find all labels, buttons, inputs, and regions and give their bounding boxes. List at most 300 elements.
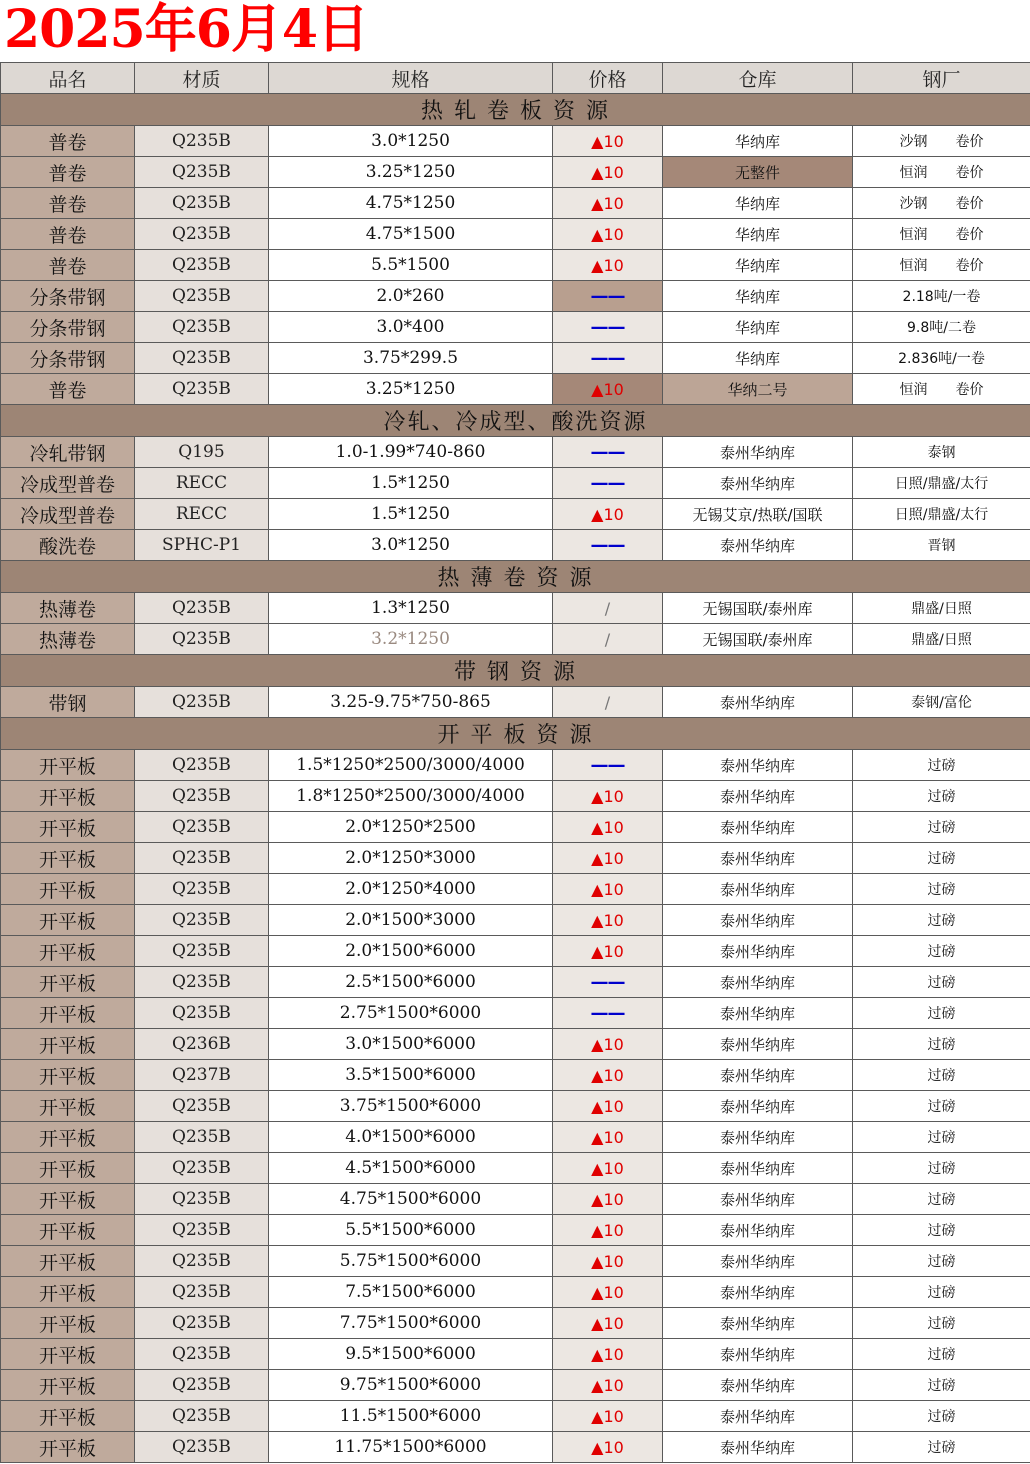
mill-cell: 过磅 bbox=[853, 998, 1030, 1029]
mill-cell: 过磅 bbox=[853, 1153, 1030, 1184]
price-change-cell bbox=[553, 1277, 663, 1308]
price-up-indicator: ▲10 bbox=[591, 1034, 624, 1054]
price-change-cell bbox=[553, 593, 663, 624]
warehouse-cell: 泰州华纳库 bbox=[663, 1339, 853, 1370]
spec-cell: 3.0*1250 bbox=[269, 530, 553, 561]
price-change-cell bbox=[553, 967, 663, 998]
spec-cell: 5.5*1500 bbox=[269, 250, 553, 281]
table-row bbox=[1, 281, 1030, 312]
spec-cell: 2.0*1250*3000 bbox=[269, 843, 553, 874]
product-name-cell: 开平板 bbox=[1, 967, 135, 998]
price-flat-indicator: —— bbox=[590, 316, 625, 338]
product-name-cell: 开平板 bbox=[1, 1401, 135, 1432]
warehouse-cell: 华纳库 bbox=[663, 188, 853, 219]
price-change-cell bbox=[553, 374, 663, 405]
warehouse-cell: 泰州华纳库 bbox=[663, 936, 853, 967]
price-up-indicator: ▲10 bbox=[591, 941, 624, 961]
material-cell: Q235B bbox=[135, 1308, 269, 1339]
mill-cell: 过磅 bbox=[853, 1339, 1030, 1370]
material-cell: Q235B bbox=[135, 281, 269, 312]
spec-cell: 5.75*1500*6000 bbox=[269, 1246, 553, 1277]
product-name-cell: 开平板 bbox=[1, 1308, 135, 1339]
material-cell: Q235B bbox=[135, 936, 269, 967]
mill-cell: 过磅 bbox=[853, 812, 1030, 843]
product-name-cell: 冷成型普卷 bbox=[1, 499, 135, 530]
spec-cell: 3.5*1500*6000 bbox=[269, 1060, 553, 1091]
price-change-cell bbox=[553, 281, 663, 312]
mill-cell: 9.8吨/二卷 bbox=[853, 312, 1030, 343]
price-up-indicator: ▲10 bbox=[591, 1127, 624, 1147]
price-up-indicator: ▲10 bbox=[591, 1251, 624, 1271]
product-name-cell: 分条带钢 bbox=[1, 312, 135, 343]
section-header bbox=[1, 718, 1030, 750]
spec-cell: 4.5*1500*6000 bbox=[269, 1153, 553, 1184]
product-name-cell: 开平板 bbox=[1, 1215, 135, 1246]
mill-cell: 过磅 bbox=[853, 936, 1030, 967]
mill-cell: 沙钢 卷价 bbox=[853, 188, 1030, 219]
product-name-cell: 开平板 bbox=[1, 1029, 135, 1060]
price-change-cell bbox=[553, 624, 663, 655]
table-row bbox=[1, 936, 1030, 967]
spec-cell: 4.0*1500*6000 bbox=[269, 1122, 553, 1153]
material-cell: Q235B bbox=[135, 1091, 269, 1122]
price-up-indicator: ▲10 bbox=[591, 1437, 624, 1457]
spec-cell: 11.5*1500*6000 bbox=[269, 1401, 553, 1432]
price-up-indicator: ▲10 bbox=[591, 1096, 624, 1116]
product-name-cell: 开平板 bbox=[1, 1432, 135, 1463]
section-title: 冷轧、冷成型、酸洗资源 bbox=[1, 405, 1030, 437]
table-row bbox=[1, 1308, 1030, 1339]
price-up-indicator: ▲10 bbox=[591, 1158, 624, 1178]
table-row bbox=[1, 468, 1030, 499]
material-cell: Q235B bbox=[135, 126, 269, 157]
price-change-cell bbox=[553, 250, 663, 281]
price-up-indicator: ▲10 bbox=[591, 131, 624, 151]
table-row bbox=[1, 374, 1030, 405]
material-cell: Q235B bbox=[135, 188, 269, 219]
price-na-indicator: / bbox=[604, 629, 611, 649]
product-name-cell: 开平板 bbox=[1, 781, 135, 812]
material-cell: Q235B bbox=[135, 1432, 269, 1463]
mill-cell: 过磅 bbox=[853, 750, 1030, 781]
warehouse-cell: 泰州华纳库 bbox=[663, 781, 853, 812]
price-flat-indicator: —— bbox=[590, 534, 625, 556]
spec-cell: 2.0*1500*6000 bbox=[269, 936, 553, 967]
price-up-indicator: ▲10 bbox=[591, 255, 624, 275]
price-change-cell bbox=[553, 1432, 663, 1463]
table-row bbox=[1, 687, 1030, 718]
spec-cell: 1.3*1250 bbox=[269, 593, 553, 624]
product-name-cell: 普卷 bbox=[1, 374, 135, 405]
price-change-cell bbox=[553, 468, 663, 499]
mill-cell: 过磅 bbox=[853, 905, 1030, 936]
header-price: 价格 bbox=[553, 63, 663, 94]
spec-cell: 2.75*1500*6000 bbox=[269, 998, 553, 1029]
table-row bbox=[1, 781, 1030, 812]
table-row bbox=[1, 812, 1030, 843]
product-name-cell: 开平板 bbox=[1, 1091, 135, 1122]
section-header bbox=[1, 405, 1030, 437]
table-row bbox=[1, 1277, 1030, 1308]
mill-cell: 过磅 bbox=[853, 967, 1030, 998]
warehouse-cell: 泰州华纳库 bbox=[663, 1370, 853, 1401]
product-name-cell: 冷轧带钢 bbox=[1, 437, 135, 468]
table-row bbox=[1, 1060, 1030, 1091]
price-up-indicator: ▲10 bbox=[591, 193, 624, 213]
mill-cell: 过磅 bbox=[853, 1091, 1030, 1122]
price-change-cell bbox=[553, 998, 663, 1029]
price-up-indicator: ▲10 bbox=[591, 786, 624, 806]
price-up-indicator: ▲10 bbox=[591, 504, 624, 524]
material-cell: Q195 bbox=[135, 437, 269, 468]
spec-cell: 1.5*1250*2500/3000/4000 bbox=[269, 750, 553, 781]
price-change-cell bbox=[553, 1401, 663, 1432]
material-cell: Q235B bbox=[135, 843, 269, 874]
header-mill: 钢厂 bbox=[853, 63, 1030, 94]
warehouse-cell: 泰州华纳库 bbox=[663, 1215, 853, 1246]
price-up-indicator: ▲10 bbox=[591, 224, 624, 244]
price-change-cell bbox=[553, 874, 663, 905]
price-change-cell bbox=[553, 1060, 663, 1091]
spec-cell: 3.25*1250 bbox=[269, 374, 553, 405]
price-up-indicator: ▲10 bbox=[591, 1375, 624, 1395]
material-cell: Q235B bbox=[135, 874, 269, 905]
price-change-cell bbox=[553, 312, 663, 343]
mill-cell: 泰钢 bbox=[853, 437, 1030, 468]
price-up-indicator: ▲10 bbox=[591, 817, 624, 837]
price-na-indicator: / bbox=[604, 598, 611, 618]
price-up-indicator: ▲10 bbox=[591, 162, 624, 182]
spec-cell: 2.0*1500*3000 bbox=[269, 905, 553, 936]
table-row bbox=[1, 1246, 1030, 1277]
price-up-indicator: ▲10 bbox=[591, 910, 624, 930]
price-up-indicator: ▲10 bbox=[591, 1065, 624, 1085]
warehouse-cell: 泰州华纳库 bbox=[663, 998, 853, 1029]
price-up-indicator: ▲10 bbox=[591, 1189, 624, 1209]
table-row bbox=[1, 188, 1030, 219]
price-change-cell bbox=[553, 781, 663, 812]
warehouse-cell: 泰州华纳库 bbox=[663, 750, 853, 781]
spec-cell: 3.75*1500*6000 bbox=[269, 1091, 553, 1122]
material-cell: Q235B bbox=[135, 1215, 269, 1246]
spec-cell: 3.0*1500*6000 bbox=[269, 1029, 553, 1060]
material-cell: RECC bbox=[135, 468, 269, 499]
material-cell: Q235B bbox=[135, 374, 269, 405]
warehouse-cell: 泰州华纳库 bbox=[663, 1401, 853, 1432]
spec-cell: 3.25-9.75*750-865 bbox=[269, 687, 553, 718]
spec-cell: 2.0*1250*4000 bbox=[269, 874, 553, 905]
price-change-cell bbox=[553, 1029, 663, 1060]
table-row bbox=[1, 1122, 1030, 1153]
price-change-cell bbox=[553, 1370, 663, 1401]
material-cell: Q235B bbox=[135, 1122, 269, 1153]
mill-cell: 过磅 bbox=[853, 1029, 1030, 1060]
warehouse-cell: 华纳库 bbox=[663, 250, 853, 281]
price-change-cell bbox=[553, 750, 663, 781]
warehouse-cell: 泰州华纳库 bbox=[663, 687, 853, 718]
mill-cell: 过磅 bbox=[853, 1308, 1030, 1339]
table-row bbox=[1, 1370, 1030, 1401]
warehouse-cell: 无锡艾京/热联/国联 bbox=[663, 499, 853, 530]
material-cell: Q235B bbox=[135, 1370, 269, 1401]
warehouse-cell: 华纳库 bbox=[663, 312, 853, 343]
material-cell: Q235B bbox=[135, 1153, 269, 1184]
spec-cell: 7.5*1500*6000 bbox=[269, 1277, 553, 1308]
price-up-indicator: ▲10 bbox=[591, 1282, 624, 1302]
price-change-cell bbox=[553, 936, 663, 967]
section-title: 热 轧 卷 板 资 源 bbox=[1, 94, 1030, 126]
price-change-cell bbox=[553, 1215, 663, 1246]
spec-cell: 9.5*1500*6000 bbox=[269, 1339, 553, 1370]
spec-cell: 2.0*260 bbox=[269, 281, 553, 312]
product-name-cell: 热薄卷 bbox=[1, 593, 135, 624]
product-name-cell: 热薄卷 bbox=[1, 624, 135, 655]
price-change-cell bbox=[553, 905, 663, 936]
material-cell: Q235B bbox=[135, 593, 269, 624]
section-header bbox=[1, 655, 1030, 687]
spec-cell: 5.5*1500*6000 bbox=[269, 1215, 553, 1246]
product-name-cell: 冷成型普卷 bbox=[1, 468, 135, 499]
product-name-cell: 开平板 bbox=[1, 812, 135, 843]
spec-cell: 2.0*1250*2500 bbox=[269, 812, 553, 843]
warehouse-cell: 华纳库 bbox=[663, 219, 853, 250]
product-name-cell: 普卷 bbox=[1, 219, 135, 250]
section-title: 开 平 板 资 源 bbox=[1, 718, 1030, 750]
price-change-cell bbox=[553, 1122, 663, 1153]
price-up-indicator: ▲10 bbox=[591, 1344, 624, 1364]
material-cell: Q235B bbox=[135, 812, 269, 843]
spec-cell: 2.5*1500*6000 bbox=[269, 967, 553, 998]
table-row bbox=[1, 1091, 1030, 1122]
warehouse-cell: 无锡国联/泰州库 bbox=[663, 593, 853, 624]
product-name-cell: 开平板 bbox=[1, 1060, 135, 1091]
price-change-cell bbox=[553, 687, 663, 718]
price-change-cell bbox=[553, 1153, 663, 1184]
price-up-indicator: ▲10 bbox=[591, 848, 624, 868]
price-change-cell bbox=[553, 812, 663, 843]
warehouse-cell: 泰州华纳库 bbox=[663, 905, 853, 936]
price-up-indicator: ▲10 bbox=[591, 1220, 624, 1240]
price-change-cell bbox=[553, 1246, 663, 1277]
spec-cell: 1.8*1250*2500/3000/4000 bbox=[269, 781, 553, 812]
price-change-cell bbox=[553, 157, 663, 188]
table-body bbox=[1, 63, 1030, 1463]
mill-cell: 过磅 bbox=[853, 874, 1030, 905]
warehouse-cell: 华纳库 bbox=[663, 281, 853, 312]
price-change-cell bbox=[553, 343, 663, 374]
mill-cell: 过磅 bbox=[853, 1370, 1030, 1401]
price-change-cell bbox=[553, 499, 663, 530]
table-row bbox=[1, 1401, 1030, 1432]
material-cell: Q235B bbox=[135, 905, 269, 936]
mill-cell: 过磅 bbox=[853, 1401, 1030, 1432]
material-cell: Q235B bbox=[135, 312, 269, 343]
table-row bbox=[1, 1184, 1030, 1215]
table-row bbox=[1, 1339, 1030, 1370]
spec-cell: 1.0-1.99*740-860 bbox=[269, 437, 553, 468]
spec-cell: 1.5*1250 bbox=[269, 499, 553, 530]
price-change-cell bbox=[553, 188, 663, 219]
price-flat-indicator: —— bbox=[590, 347, 625, 369]
price-flat-indicator: —— bbox=[590, 754, 625, 776]
warehouse-cell: 泰州华纳库 bbox=[663, 468, 853, 499]
price-change-cell bbox=[553, 1091, 663, 1122]
header-material: 材质 bbox=[135, 63, 269, 94]
mill-cell: 过磅 bbox=[853, 1122, 1030, 1153]
mill-cell: 过磅 bbox=[853, 781, 1030, 812]
warehouse-cell: 泰州华纳库 bbox=[663, 1246, 853, 1277]
warehouse-cell: 泰州华纳库 bbox=[663, 1091, 853, 1122]
table-row bbox=[1, 437, 1030, 468]
spec-cell: 4.75*1250 bbox=[269, 188, 553, 219]
mill-cell: 日照/鼎盛/太行 bbox=[853, 468, 1030, 499]
material-cell: Q235B bbox=[135, 624, 269, 655]
table-row bbox=[1, 530, 1030, 561]
warehouse-cell: 泰州华纳库 bbox=[663, 967, 853, 998]
warehouse-cell: 泰州华纳库 bbox=[663, 1153, 853, 1184]
price-change-cell bbox=[553, 1339, 663, 1370]
product-name-cell: 开平板 bbox=[1, 1246, 135, 1277]
mill-cell: 过磅 bbox=[853, 843, 1030, 874]
warehouse-cell: 泰州华纳库 bbox=[663, 530, 853, 561]
product-name-cell: 酸洗卷 bbox=[1, 530, 135, 561]
warehouse-cell: 泰州华纳库 bbox=[663, 1122, 853, 1153]
material-cell: RECC bbox=[135, 499, 269, 530]
table-row bbox=[1, 593, 1030, 624]
header-name: 品名 bbox=[1, 63, 135, 94]
table-row bbox=[1, 343, 1030, 374]
material-cell: Q235B bbox=[135, 157, 269, 188]
mill-cell: 恒润 卷价 bbox=[853, 219, 1030, 250]
product-name-cell: 开平板 bbox=[1, 1339, 135, 1370]
table-row bbox=[1, 843, 1030, 874]
material-cell: Q235B bbox=[135, 998, 269, 1029]
mill-cell: 过磅 bbox=[853, 1277, 1030, 1308]
product-name-cell: 普卷 bbox=[1, 157, 135, 188]
table-row bbox=[1, 998, 1030, 1029]
section-header bbox=[1, 561, 1030, 593]
product-name-cell: 开平板 bbox=[1, 874, 135, 905]
mill-cell: 恒润 卷价 bbox=[853, 250, 1030, 281]
price-change-cell bbox=[553, 126, 663, 157]
table-row bbox=[1, 312, 1030, 343]
material-cell: Q235B bbox=[135, 967, 269, 998]
table-row bbox=[1, 750, 1030, 781]
material-cell: Q235B bbox=[135, 219, 269, 250]
product-name-cell: 开平板 bbox=[1, 1122, 135, 1153]
warehouse-cell: 泰州华纳库 bbox=[663, 1432, 853, 1463]
price-up-indicator: ▲10 bbox=[591, 1406, 624, 1426]
price-up-indicator: ▲10 bbox=[591, 379, 624, 399]
warehouse-cell: 无整件 bbox=[663, 157, 853, 188]
table-row bbox=[1, 157, 1030, 188]
product-name-cell: 开平板 bbox=[1, 998, 135, 1029]
mill-cell: 过磅 bbox=[853, 1246, 1030, 1277]
material-cell: Q235B bbox=[135, 1339, 269, 1370]
product-name-cell: 分条带钢 bbox=[1, 281, 135, 312]
material-cell: Q235B bbox=[135, 1184, 269, 1215]
price-flat-indicator: —— bbox=[590, 285, 625, 307]
product-name-cell: 开平板 bbox=[1, 936, 135, 967]
spec-cell: 9.75*1500*6000 bbox=[269, 1370, 553, 1401]
price-flat-indicator: —— bbox=[590, 1002, 625, 1024]
table-row bbox=[1, 1432, 1030, 1463]
product-name-cell: 开平板 bbox=[1, 905, 135, 936]
price-change-cell bbox=[553, 1308, 663, 1339]
header-spec: 规格 bbox=[269, 63, 553, 94]
header-warehouse: 仓库 bbox=[663, 63, 853, 94]
warehouse-cell: 泰州华纳库 bbox=[663, 843, 853, 874]
mill-cell: 晋钢 bbox=[853, 530, 1030, 561]
product-name-cell: 开平板 bbox=[1, 750, 135, 781]
price-flat-indicator: —— bbox=[590, 472, 625, 494]
product-name-cell: 普卷 bbox=[1, 126, 135, 157]
warehouse-cell: 泰州华纳库 bbox=[663, 1277, 853, 1308]
header-row bbox=[1, 63, 1030, 94]
product-name-cell: 分条带钢 bbox=[1, 343, 135, 374]
price-change-cell bbox=[553, 843, 663, 874]
mill-cell: 过磅 bbox=[853, 1184, 1030, 1215]
table-row bbox=[1, 1029, 1030, 1060]
table-row bbox=[1, 874, 1030, 905]
warehouse-cell: 华纳库 bbox=[663, 343, 853, 374]
material-cell: Q237B bbox=[135, 1060, 269, 1091]
price-change-cell bbox=[553, 437, 663, 468]
warehouse-cell: 泰州华纳库 bbox=[663, 1060, 853, 1091]
warehouse-cell: 华纳二号 bbox=[663, 374, 853, 405]
spec-cell: 3.0*400 bbox=[269, 312, 553, 343]
mill-cell: 恒润 卷价 bbox=[853, 157, 1030, 188]
material-cell: Q235B bbox=[135, 687, 269, 718]
mill-cell: 2.18吨/一卷 bbox=[853, 281, 1030, 312]
product-name-cell: 开平板 bbox=[1, 1184, 135, 1215]
material-cell: Q235B bbox=[135, 1246, 269, 1277]
mill-cell: 日照/鼎盛/太行 bbox=[853, 499, 1030, 530]
spec-cell: 4.75*1500*6000 bbox=[269, 1184, 553, 1215]
mill-cell: 恒润 卷价 bbox=[853, 374, 1030, 405]
price-flat-indicator: —— bbox=[590, 441, 625, 463]
price-na-indicator: / bbox=[604, 692, 611, 712]
section-title: 带 钢 资 源 bbox=[1, 655, 1030, 687]
mill-cell: 沙钢 卷价 bbox=[853, 126, 1030, 157]
mill-cell: 泰钢/富伦 bbox=[853, 687, 1030, 718]
table-row bbox=[1, 1153, 1030, 1184]
warehouse-cell: 泰州华纳库 bbox=[663, 1029, 853, 1060]
product-name-cell: 带钢 bbox=[1, 687, 135, 718]
product-name-cell: 开平板 bbox=[1, 843, 135, 874]
spec-cell: 3.2*1250 bbox=[269, 624, 553, 655]
page-title: 2025年6月4日 bbox=[4, 0, 369, 60]
price-change-cell bbox=[553, 530, 663, 561]
warehouse-cell: 泰州华纳库 bbox=[663, 437, 853, 468]
table-row bbox=[1, 499, 1030, 530]
mill-cell: 鼎盛/日照 bbox=[853, 624, 1030, 655]
warehouse-cell: 泰州华纳库 bbox=[663, 1308, 853, 1339]
warehouse-cell: 泰州华纳库 bbox=[663, 874, 853, 905]
table-row bbox=[1, 905, 1030, 936]
mill-cell: 鼎盛/日照 bbox=[853, 593, 1030, 624]
section-title: 热 薄 卷 资 源 bbox=[1, 561, 1030, 593]
warehouse-cell: 华纳库 bbox=[663, 126, 853, 157]
price-up-indicator: ▲10 bbox=[591, 879, 624, 899]
spec-cell: 11.75*1500*6000 bbox=[269, 1432, 553, 1463]
material-cell: SPHC-P1 bbox=[135, 530, 269, 561]
product-name-cell: 普卷 bbox=[1, 188, 135, 219]
spec-cell: 3.75*299.5 bbox=[269, 343, 553, 374]
mill-cell: 2.836吨/一卷 bbox=[853, 343, 1030, 374]
warehouse-cell: 泰州华纳库 bbox=[663, 812, 853, 843]
spec-cell: 3.25*1250 bbox=[269, 157, 553, 188]
